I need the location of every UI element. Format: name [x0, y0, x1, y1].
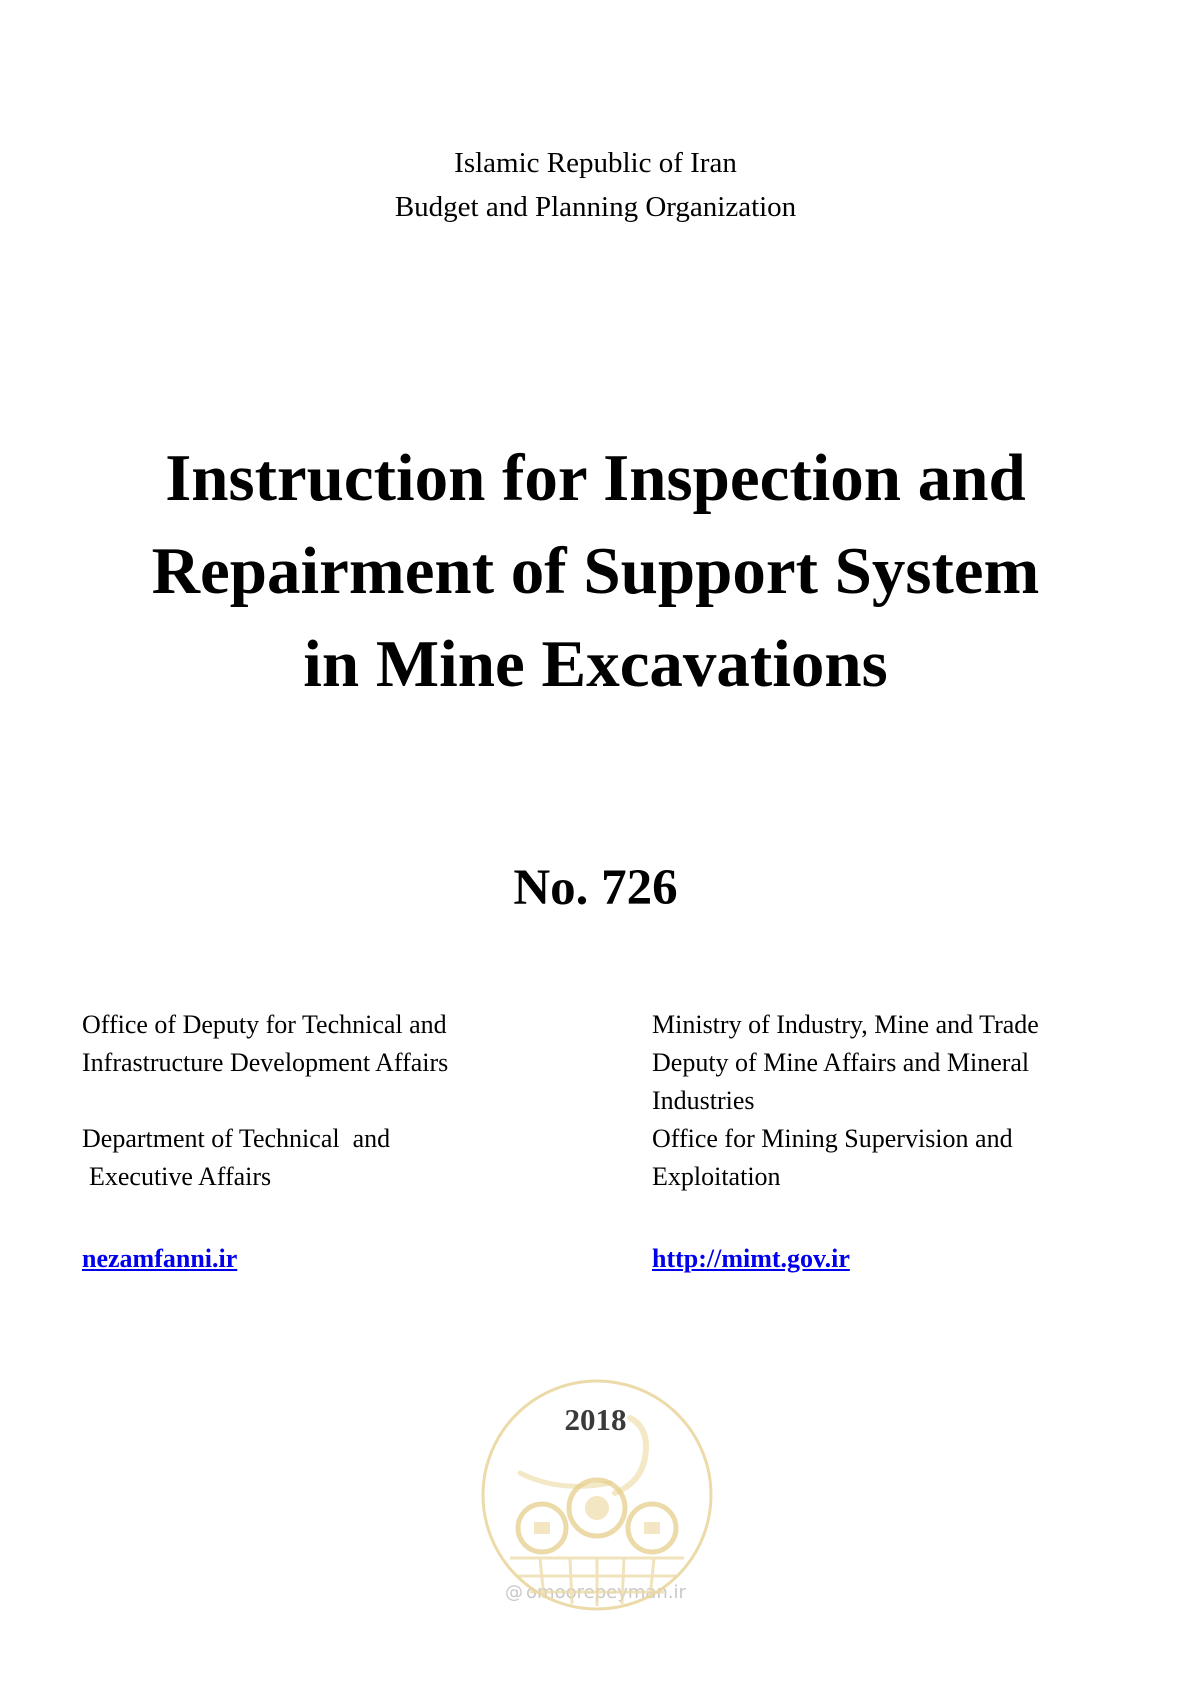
spacer: [82, 1082, 602, 1120]
publisher-header: [0, 141, 1191, 229]
document-number: No. 726: [513, 860, 678, 916]
right-publisher-column: [652, 1006, 1122, 1278]
document-title: [0, 432, 1191, 711]
mimt-link[interactable]: http://mimt.gov.ir: [652, 1244, 850, 1273]
department-line-1: Department of Technical and: [82, 1124, 391, 1153]
department-line-2: Executive Affairs: [89, 1162, 272, 1191]
title-line-3: in Mine Excavations: [303, 627, 888, 701]
nezamfanni-link[interactable]: nezamfanni.ir: [82, 1244, 238, 1273]
ministry-line: Ministry of Industry, Mine and Trade: [652, 1010, 1039, 1039]
spacer: [82, 1196, 602, 1234]
title-line-1: Instruction for Inspection and: [165, 441, 1026, 515]
office-line-1: Office for Mining Supervision and: [652, 1124, 1013, 1153]
spacer: [652, 1196, 1122, 1234]
country-name: Islamic Republic of Iran: [454, 147, 737, 179]
deputy-line-1: Deputy of Mine Affairs and Mineral: [652, 1048, 1030, 1077]
title-line-2: Repairment of Support System: [151, 534, 1040, 608]
at-icon: @: [505, 1582, 524, 1603]
office-line-2: Infrastructure Development Affairs: [82, 1048, 449, 1077]
office-line-1: Office of Deputy for Technical and: [82, 1010, 447, 1039]
organization-name: Budget and Planning Organization: [394, 191, 797, 223]
left-publisher-column: [82, 1006, 602, 1278]
publication-year: 2018: [564, 1402, 627, 1437]
watermark-text: omoorepeyman.ir: [526, 1582, 686, 1603]
office-line-2: Exploitation: [652, 1162, 781, 1191]
deputy-line-2: Industries: [652, 1086, 755, 1115]
